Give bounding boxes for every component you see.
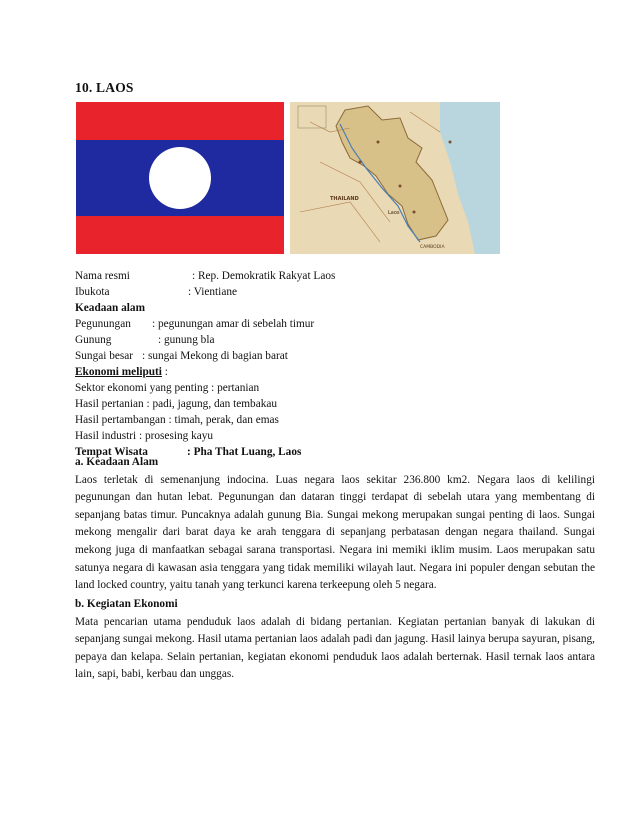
fact-nama-resmi bbox=[75, 268, 575, 284]
section-keadaan-alam bbox=[75, 454, 595, 595]
section-title: b. Kegiatan Ekonomi bbox=[75, 598, 178, 610]
fact-value: : Pha That Luang, Laos bbox=[187, 446, 302, 458]
fact-value: : gunung bla bbox=[158, 334, 215, 346]
fact-value: : pegunungan amar di sebelah timur bbox=[152, 318, 315, 330]
fact-ibukota bbox=[75, 284, 575, 300]
fact-pegunungan bbox=[75, 316, 575, 332]
laos-flag bbox=[76, 102, 284, 254]
map-label-thailand: THAILAND bbox=[330, 196, 359, 202]
subheading-keadaan-alam: Keadaan alam bbox=[75, 302, 145, 314]
fact-hasil-pertanian: Hasil pertanian : padi, jagung, dan tembakau bbox=[75, 398, 278, 410]
page-title: 10. LAOS bbox=[75, 80, 134, 95]
fact-label: Tempat Wisata bbox=[75, 446, 148, 458]
fact-sektor: Sektor ekonomi yang penting : pertanian bbox=[75, 382, 260, 394]
fact-label: Pegunungan bbox=[75, 318, 131, 330]
fact-hasil-pertambangan: Hasil pertambangan : timah, perak, dan emas bbox=[75, 414, 279, 426]
fact-value: : sungai Mekong di bagian barat bbox=[142, 350, 288, 362]
country-facts bbox=[75, 268, 575, 460]
section-paragraph: Laos terletak di semenanjung indocina. Luas negara laos sekitar 236.800 km2. Negara laos di kelilingi pegunungan dan hutan lebat. Pegunungan dan dataran tinggi terdapat di sebelah utara yang membentang di sepanjang batas timur. Puncaknya adalah gunung Bia. Sungai mekong merupakan sungai penting di laos. Sungai mekong mengalir dari barat daya ke arah tenggara di sepanjang perbatasan dengan negara thailand. Sungai mekong juga di manfaatkan sebagai sarana transportasi. Negara ini memiki iklim musim. Laos merupakan satu satunya negara di kawasan asia tenggara yang tidak memiliki wilayah laut. Negara ini populer dengan sebutan the land locked country, yaitu tanah yang terkunci karena terkeepung oleh 5 negara. bbox=[75, 473, 595, 592]
fact-label: Nama resmi bbox=[75, 270, 130, 282]
flag-white-disc bbox=[149, 147, 211, 209]
fact-ekonomi-meliputi bbox=[75, 364, 575, 380]
section-kegiatan-ekonomi bbox=[75, 596, 595, 684]
fact-value: : Vientiane bbox=[188, 286, 237, 298]
laos-map bbox=[290, 102, 500, 254]
map-label-cambodia: CAMBODIA bbox=[420, 245, 445, 250]
fact-sungai-besar bbox=[75, 348, 575, 364]
map-label-laos: Laos bbox=[388, 210, 400, 216]
fact-label: Sungai besar bbox=[75, 350, 134, 362]
fact-colon: : bbox=[161, 366, 168, 378]
section-title: a. Keadaan Alam bbox=[75, 456, 159, 468]
section-paragraph: Mata pencarian utama penduduk laos adalah di bidang pertanian. Kegiatan pertanian banyak di lakukan di sepanjang sungai mekong. Hasil utama pertanian laos adalah padi dan jagung. Hasil lainya berupa sayuran, pisang, pepaya dan kelapa. Selain pertanian, kegiatan ekonomi penduduk laos adalah berternak. Hasil ternak laos antara lain, sapi, babi, kerbau dan unggas. bbox=[75, 615, 595, 681]
fact-gunung bbox=[75, 332, 575, 348]
flag-red-top bbox=[76, 102, 284, 140]
fact-label: Ekonomi meliputi bbox=[75, 366, 162, 378]
fact-value: : Rep. Demokratik Rakyat Laos bbox=[192, 270, 336, 282]
fact-label: Ibukota bbox=[75, 286, 110, 298]
fact-hasil-industri: Hasil industri : prosesing kayu bbox=[75, 430, 214, 442]
fact-label: Gunung bbox=[75, 334, 112, 346]
flag-red-bottom bbox=[76, 216, 284, 254]
